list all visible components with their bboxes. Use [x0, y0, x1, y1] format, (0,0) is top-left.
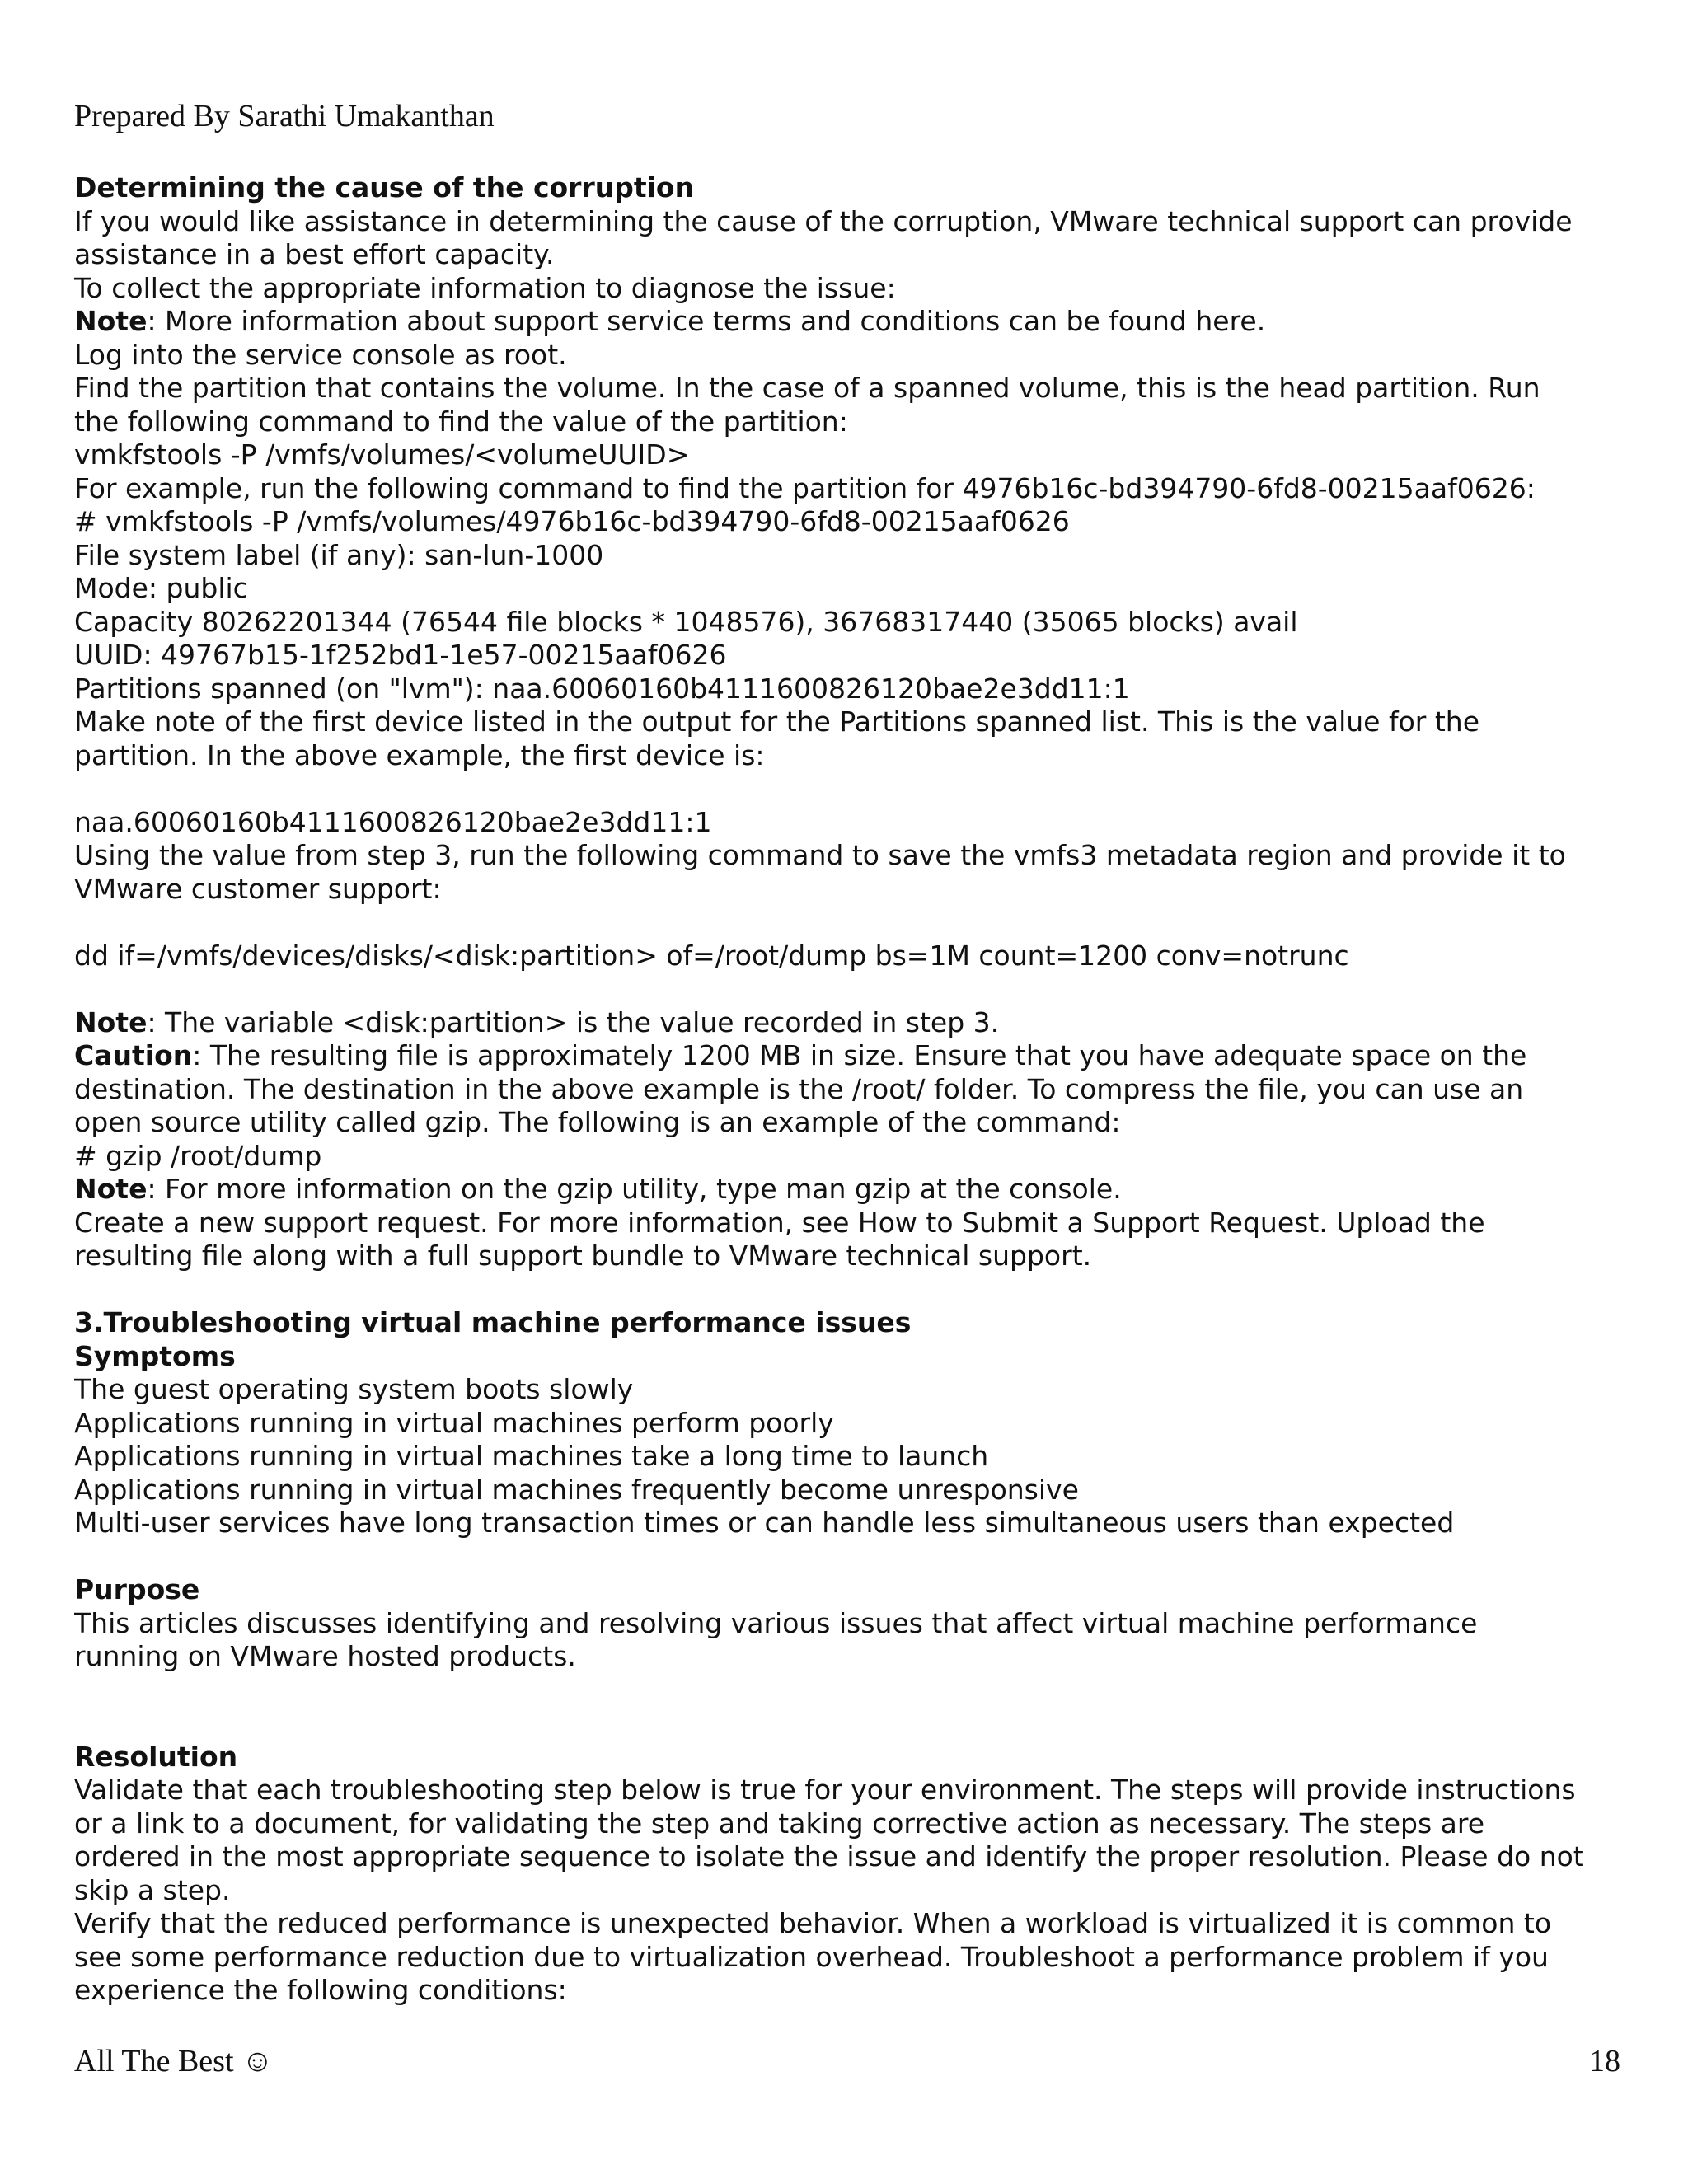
output-line: UUID: 49767b15-1f252bd1-1e57-00215aaf0626	[74, 639, 727, 671]
body-line: Make note of the first device listed in the output for the Partitions spanned list. This is the value for the	[74, 705, 1479, 738]
body-line: skip a step.	[74, 1873, 231, 1906]
command-line: # gzip /root/dump	[74, 1139, 322, 1172]
purpose-heading: Purpose	[74, 1573, 200, 1605]
body-line: Create a new support request. For more information, see How to Submit a Support Request. Upload the	[74, 1206, 1485, 1239]
caution-label: Caution	[74, 1039, 193, 1071]
body-line: Using the value from step 3, run the following command to save the vmfs3 metadata region and provide it to	[74, 839, 1566, 871]
output-line: Capacity 80262201344 (76544 file blocks * 1048576), 36768317440 (35065 blocks) avail	[74, 605, 1298, 638]
body-line: see some performance reduction due to virtualization overhead. Troubleshoot a performance problem if you	[74, 1940, 1549, 1973]
spacer	[74, 1674, 1624, 1741]
body-line: To collect the appropriate information to diagnose the issue:	[74, 271, 896, 304]
body-line: assistance in a best effort capacity.	[74, 238, 555, 270]
footer-left-text: All The Best ☺	[74, 2044, 274, 2079]
body-line: For example, run the following command to find the partition for 4976b16c-bd394790-6fd8-00215aaf0626:	[74, 471, 1536, 504]
command-line: # vmkfstools -P /vmfs/volumes/4976b16c-bd394790-6fd8-00215aaf0626	[74, 505, 1070, 537]
body-line: running on VMware hosted products.	[74, 1640, 576, 1672]
note-label: Note	[74, 1173, 148, 1205]
spacer	[74, 1273, 1624, 1307]
body-line: If you would like assistance in determining the cause of the corruption, VMware technical support can provide	[74, 204, 1573, 237]
note-line	[74, 1006, 1624, 1040]
spacer	[74, 972, 1624, 1006]
note-label: Note	[74, 1005, 148, 1038]
note-line	[74, 1173, 1624, 1207]
output-line: Mode: public	[74, 572, 248, 604]
symptom-item: Applications running in virtual machines frequently become unresponsive	[74, 1473, 1079, 1506]
symptom-item: Applications running in virtual machines take a long time to launch	[74, 1440, 989, 1472]
body-line: or a link to a document, for validating the step and taking corrective action as necessary. The steps are	[74, 1807, 1485, 1840]
body-line: the following command to find the value of the partition:	[74, 405, 848, 438]
note-label: Note	[74, 305, 148, 337]
spacer	[74, 772, 1624, 806]
output-line: Partitions spanned (on "lvm"): naa.60060160b4111600826120bae2e3dd11:1	[74, 672, 1130, 705]
page-content	[74, 171, 1624, 2008]
body-line: VMware customer support:	[74, 872, 442, 905]
spacer	[74, 1540, 1624, 1574]
prepared-by-header: Prepared By Sarathi Umakanthan	[74, 99, 495, 134]
body-line: Find the partition that contains the volume. In the case of a spanned volume, this is the head partition. Run	[74, 372, 1540, 404]
resolution-heading: Resolution	[74, 1740, 238, 1773]
symptom-item: Multi-user services have long transaction times or can handle less simultaneous users than expected	[74, 1507, 1455, 1539]
body-line: Validate that each troubleshooting step below is true for your environment. The steps will provide instructions	[74, 1774, 1576, 1806]
section-heading-vm-performance: 3.Troubleshooting virtual machine performance issues	[74, 1306, 912, 1338]
dd-command-line: dd if=/vmfs/devices/disks/<disk:partition> of=/root/dump bs=1M count=1200 conv=notrunc	[74, 939, 1349, 972]
page-number: 18	[1589, 2044, 1620, 2079]
device-line: naa.60060160b4111600826120bae2e3dd11:1	[74, 805, 712, 838]
note-text: : The variable <disk:partition> is the value recorded in step 3.	[147, 1005, 1000, 1038]
symptoms-heading: Symptoms	[74, 1339, 236, 1372]
output-line: File system label (if any): san-lun-1000	[74, 538, 604, 571]
section-heading-corruption-cause: Determining the cause of the corruption	[74, 171, 695, 204]
body-line: partition. In the above example, the first device is:	[74, 738, 765, 771]
note-line	[74, 305, 1624, 339]
symptom-item: Applications running in virtual machines perform poorly	[74, 1406, 834, 1439]
body-line: ordered in the most appropriate sequence to isolate the issue and identify the proper resolution. Please do not	[74, 1840, 1584, 1872]
note-text: : For more information on the gzip utility, type man gzip at the console.	[147, 1173, 1122, 1205]
note-text: : More information about support service terms and conditions can be found here.	[147, 305, 1266, 337]
caution-text: : The resulting file is approximately 1200 MB in size. Ensure that you have adequate space on the	[192, 1039, 1527, 1071]
body-line: open source utility called gzip. The following is an example of the command:	[74, 1106, 1121, 1138]
body-line: destination. The destination in the above example is the /root/ folder. To compress the file, you can use an	[74, 1072, 1524, 1105]
spacer	[74, 906, 1624, 940]
symptom-item: The guest operating system boots slowly	[74, 1373, 634, 1405]
body-line: Log into the service console as root.	[74, 338, 567, 371]
caution-line	[74, 1039, 1624, 1073]
body-line: Verify that the reduced performance is unexpected behavior. When a workload is virtualized it is common to	[74, 1907, 1552, 1939]
body-line: resulting file along with a full support bundle to VMware technical support.	[74, 1240, 1092, 1272]
body-line: This articles discusses identifying and resolving various issues that affect virtual machine performance	[74, 1606, 1478, 1639]
body-line: experience the following conditions:	[74, 1974, 567, 2006]
command-line: vmkfstools -P /vmfs/volumes/<volumeUUID>	[74, 438, 690, 471]
